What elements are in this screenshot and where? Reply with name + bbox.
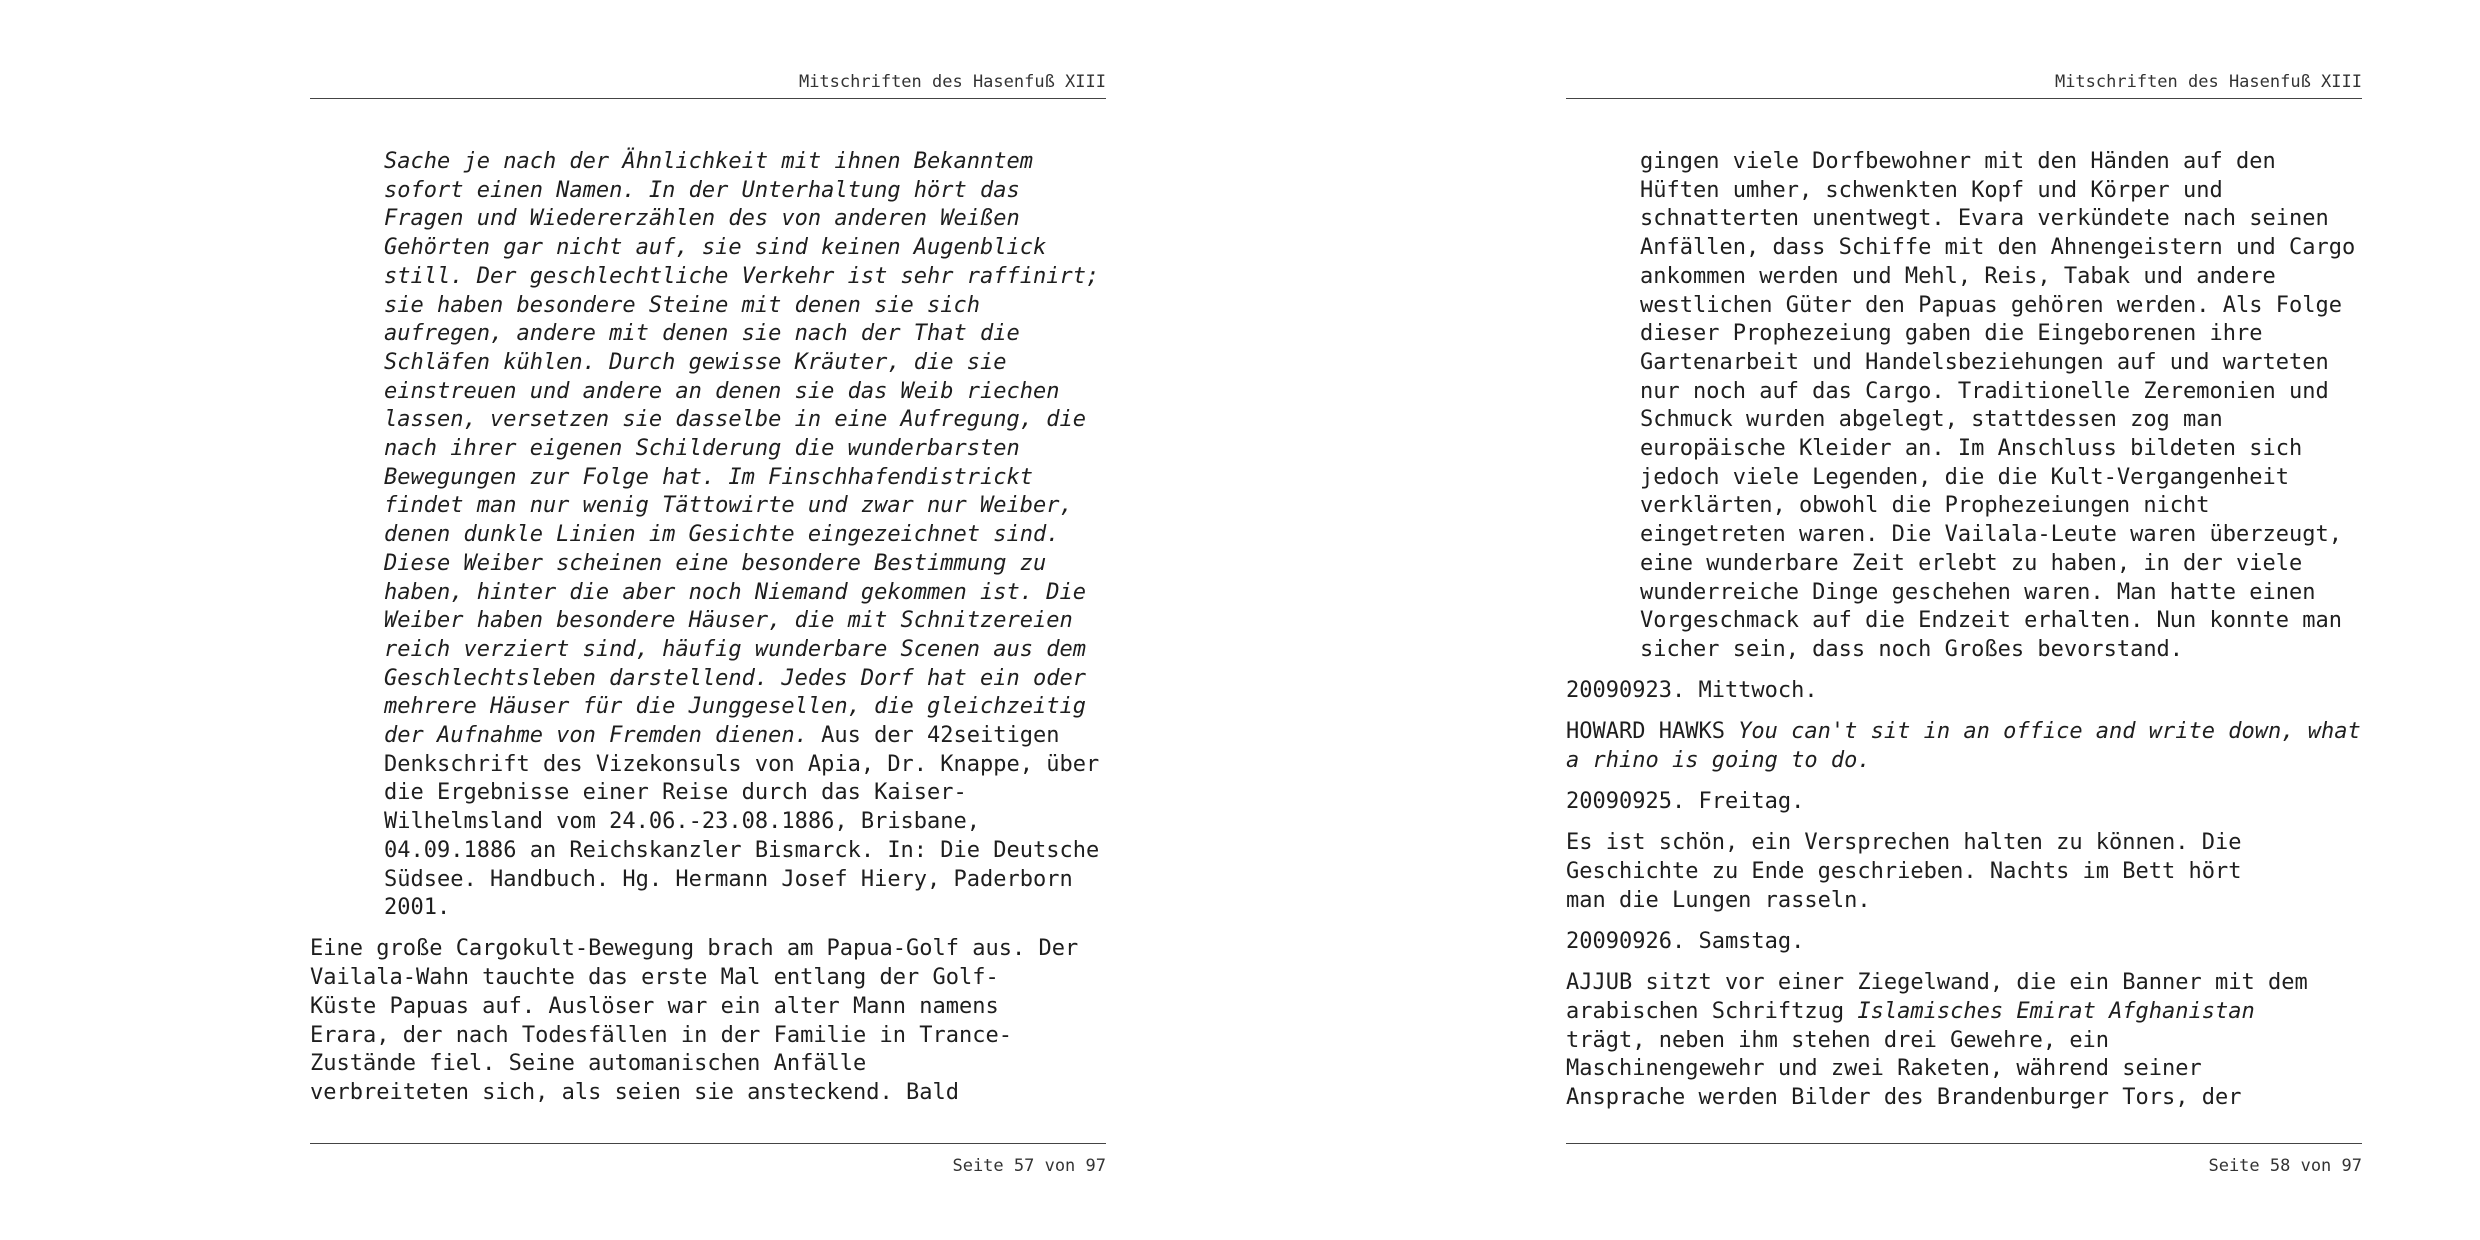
text-line <box>384 263 1106 292</box>
text-line <box>1640 378 2362 407</box>
paragraph <box>1566 928 2362 957</box>
text-run: verklärten, obwohl die Prophezeiungen nicht <box>1640 493 2210 519</box>
text-line <box>1566 928 2362 957</box>
text-run: Gartenarbeit und Handelsbeziehungen auf und warteten <box>1640 349 2329 375</box>
text-line <box>384 177 1106 206</box>
paragraph <box>1566 677 2362 706</box>
text-line <box>1566 998 2362 1027</box>
italic-text: nach ihrer eigenen Schilderung die wunderbarsten <box>384 436 1020 462</box>
text-line <box>384 406 1106 435</box>
italic-text: mehrere Häuser für die Junggesellen, die gleichzeitig <box>384 694 1086 720</box>
text-line <box>1640 579 2362 608</box>
italic-text: Geschlechtsleben darstellend. Jedes Dorf hat ein oder <box>384 665 1086 691</box>
text-run: ankommen werden und Mehl, Reis, Tabak und andere <box>1640 263 2276 289</box>
italic-text: denen dunkle Linien im Gesichte eingezeichnet sind. <box>384 522 1060 548</box>
text-run: Vorgeschmack auf die Endzeit erhalten. Nun konnte man <box>1640 608 2342 634</box>
text-run: Anfällen, dass Schiffe mit den Ahnengeistern und Cargo <box>1640 235 2356 261</box>
paragraph <box>310 148 1106 923</box>
page-number: Seite 58 von 97 <box>2208 1156 2362 1176</box>
text-run: jedoch viele Legenden, die die Kult-Vergangenheit <box>1640 464 2290 490</box>
text-run: nur noch auf das Cargo. Traditionelle Zeremonien und <box>1640 378 2329 404</box>
text-line <box>384 492 1106 521</box>
text-run: Es ist schön, ein Versprechen halten zu können. Die <box>1566 830 2242 856</box>
footer-rule <box>1566 1143 2362 1144</box>
text-run: Schmuck wurden abgelegt, stattdessen zog man <box>1640 407 2223 433</box>
text-line <box>384 722 1106 751</box>
text-line <box>384 837 1106 866</box>
text-line <box>1640 550 2362 579</box>
text-line <box>1640 521 2362 550</box>
text-run: Aus der 42seitigen <box>807 723 1060 749</box>
text-line <box>384 808 1106 837</box>
text-line <box>1640 234 2362 263</box>
text-line <box>1566 747 2362 776</box>
text-run: gingen viele Dorfbewohner mit den Händen auf den <box>1640 149 2276 174</box>
text-line <box>1640 292 2362 321</box>
text-line <box>1566 858 2362 887</box>
italic-text: einstreuen und andere an denen sie das Weib riechen <box>384 378 1060 404</box>
text-line <box>1566 829 2362 858</box>
text-line <box>1640 435 2362 464</box>
italic-text: findet man nur wenig Tättowirte und zwar nur Weiber, <box>384 493 1073 519</box>
text-run: Zustände fiel. Seine automanischen Anfälle <box>310 1051 867 1077</box>
text-line <box>384 894 1106 923</box>
text-line <box>384 349 1106 378</box>
left-page <box>310 0 1106 1240</box>
italic-text: still. Der geschlechtliche Verkehr ist sehr raffinirt; <box>384 263 1100 289</box>
text-line <box>384 550 1106 579</box>
text-line <box>1640 320 2362 349</box>
text-run: AJJUB sitzt vor einer Ziegelwand, die ein Banner mit dem <box>1566 970 2308 996</box>
text-line <box>384 234 1106 263</box>
text-line <box>1640 148 2362 177</box>
text-line <box>384 148 1106 177</box>
header-rule <box>310 98 1106 99</box>
page-number: Seite 57 von 97 <box>952 1156 1106 1176</box>
text-line <box>384 320 1106 349</box>
header-rule <box>1566 98 2362 99</box>
text-line <box>384 292 1106 321</box>
text-line <box>384 866 1106 895</box>
italic-text: haben, hinter die aber noch Niemand gekommen ist. Die <box>384 579 1086 605</box>
text-line <box>1640 177 2362 206</box>
text-line <box>1566 1055 2362 1084</box>
text-run: Geschichte zu Ende geschrieben. Nachts im Bett hört <box>1566 859 2242 885</box>
italic-text: reich verziert sind, häufig wunderbare Scenen aus dem <box>384 636 1086 662</box>
text-run: arabischen Schriftzug <box>1566 998 1858 1024</box>
text-run: wunderreiche Dinge geschehen waren. Man hatte einen <box>1640 579 2316 605</box>
text-run: europäische Kleider an. Im Anschluss bildeten sich <box>1640 436 2303 462</box>
text-run: schnatterten unentwegt. Evara verkündete nach seinen <box>1640 206 2329 232</box>
text-run: Vailala-Wahn tauchte das erste Mal entlang der Golf- <box>310 965 999 991</box>
text-line <box>310 1022 1106 1051</box>
paragraph <box>1566 969 2362 1113</box>
text-line <box>1566 718 2362 747</box>
paragraph <box>310 935 1106 1107</box>
text-run: sicher sein, dass noch Großes bevorstand. <box>1640 636 2184 662</box>
text-line <box>384 607 1106 636</box>
text-line <box>384 435 1106 464</box>
page-body <box>310 148 1106 1120</box>
text-run: Maschinengewehr und zwei Raketen, während seiner <box>1566 1056 2202 1082</box>
italic-text: Schläfen kühlen. Durch gewisse Kräuter, die sie <box>384 349 1007 375</box>
text-run: Hüften umher, schwenkten Kopf und Körper und <box>1640 177 2223 203</box>
text-line <box>384 521 1106 550</box>
text-line <box>384 693 1106 722</box>
text-line <box>1640 349 2362 378</box>
text-line <box>1640 464 2362 493</box>
text-line <box>384 665 1106 694</box>
italic-text: Gehörten gar nicht auf, sie sind keinen Augenblick <box>384 235 1047 261</box>
text-run: die Ergebnisse einer Reise durch das Kaiser- <box>384 780 967 806</box>
text-line <box>310 993 1106 1022</box>
text-run: verbreiteten sich, als seien sie ansteckend. Bald <box>310 1080 960 1105</box>
text-run: Wilhelmsland vom 24.06.-23.08.1886, Brisbane, <box>384 809 981 835</box>
text-run: trägt, neben ihm stehen drei Gewehre, ein <box>1566 1027 2110 1053</box>
text-line <box>310 1079 1106 1108</box>
page-header-title: Mitschriften des Hasenfuß XIII <box>2054 72 2362 92</box>
text-line <box>1640 205 2362 234</box>
text-line <box>1640 406 2362 435</box>
text-run: Südsee. Handbuch. Hg. Hermann Josef Hiery, Paderborn <box>384 866 1073 892</box>
italic-text: Islamisches Emirat Afghanistan <box>1857 998 2255 1024</box>
paragraph <box>1566 718 2362 775</box>
text-line <box>384 636 1106 665</box>
italic-text: Bewegungen zur Folge hat. Im Finschhafendistrickt <box>384 464 1034 490</box>
text-line <box>384 579 1106 608</box>
italic-text: der Aufnahme von Fremden dienen. <box>384 723 808 749</box>
text-run: 20090923. Mittwoch. <box>1566 678 1818 704</box>
italic-text: You can't sit in an office and write down, what <box>1738 719 2361 745</box>
italic-text: Weiber haben besondere Häuser, die mit Schnitzereien <box>384 608 1073 634</box>
text-run: dieser Prophezeiung gaben die Eingeborenen ihre <box>1640 321 2263 347</box>
paragraph <box>1566 148 2362 665</box>
italic-text: Diese Weiber scheinen eine besondere Bestimmung zu <box>384 550 1047 576</box>
text-line <box>384 205 1106 234</box>
text-line <box>1566 969 2362 998</box>
text-run: westlichen Güter den Papuas gehören werden. Als Folge <box>1640 292 2342 318</box>
text-line <box>384 464 1106 493</box>
text-run: Ansprache werden Bilder des Brandenburger Tors, der <box>1566 1085 2242 1111</box>
text-line <box>1566 1027 2362 1056</box>
text-run: Erara, der nach Todesfällen in der Familie in Trance- <box>310 1022 1012 1048</box>
text-run: eine wunderbare Zeit erlebt zu haben, in der viele <box>1640 550 2303 576</box>
text-run: Eine große Cargokult-Bewegung brach am Papua-Golf aus. Der <box>310 936 1079 962</box>
italic-text: sie haben besondere Steine mit denen sie sich <box>384 292 981 318</box>
text-line <box>1566 677 2362 706</box>
text-line <box>1566 887 2362 916</box>
page-body <box>1566 148 2362 1125</box>
paragraph <box>1566 788 2362 817</box>
footer-rule <box>310 1143 1106 1144</box>
text-run: man die Lungen rasseln. <box>1566 887 1871 913</box>
text-line <box>384 378 1106 407</box>
italic-text: Fragen und Wiedererzählen des von anderen Weißen <box>384 206 1020 232</box>
italic-text: a rhino is going to do. <box>1566 748 1871 774</box>
italic-text: Sache je nach der Ähnlichkeit mit ihnen Bekanntem <box>384 149 1034 174</box>
text-line <box>310 964 1106 993</box>
page-header-title: Mitschriften des Hasenfuß XIII <box>798 72 1106 92</box>
text-run: 2001. <box>384 895 451 921</box>
text-line <box>1566 788 2362 817</box>
italic-text: aufregen, andere mit denen sie nach der That die <box>384 321 1020 347</box>
text-run: 20090925. Freitag. <box>1566 789 1805 815</box>
text-line <box>1640 636 2362 665</box>
text-line <box>1640 607 2362 636</box>
text-line <box>1640 263 2362 292</box>
text-run: HOWARD HAWKS <box>1566 719 1739 745</box>
italic-text: sofort einen Namen. In der Unterhaltung hört das <box>384 177 1020 203</box>
italic-text: lassen, versetzen sie dasselbe in eine Aufregung, die <box>384 407 1086 433</box>
text-run: eingetreten waren. Die Vailala-Leute waren überzeugt, <box>1640 522 2342 548</box>
text-line <box>310 1050 1106 1079</box>
text-line <box>310 935 1106 964</box>
text-line <box>1640 492 2362 521</box>
text-line <box>1566 1084 2362 1113</box>
paragraph <box>1566 829 2362 915</box>
text-run: 20090926. Samstag. <box>1566 929 1805 955</box>
text-run: Denkschrift des Vizekonsuls von Apia, Dr. Knappe, über <box>384 751 1100 777</box>
right-page <box>1566 0 2362 1240</box>
text-run: 04.09.1886 an Reichskanzler Bismarck. In: Die Deutsche <box>384 837 1100 863</box>
text-line <box>384 779 1106 808</box>
text-line <box>384 751 1106 780</box>
text-run: Küste Papuas auf. Auslöser war ein alter Mann namens <box>310 993 999 1019</box>
